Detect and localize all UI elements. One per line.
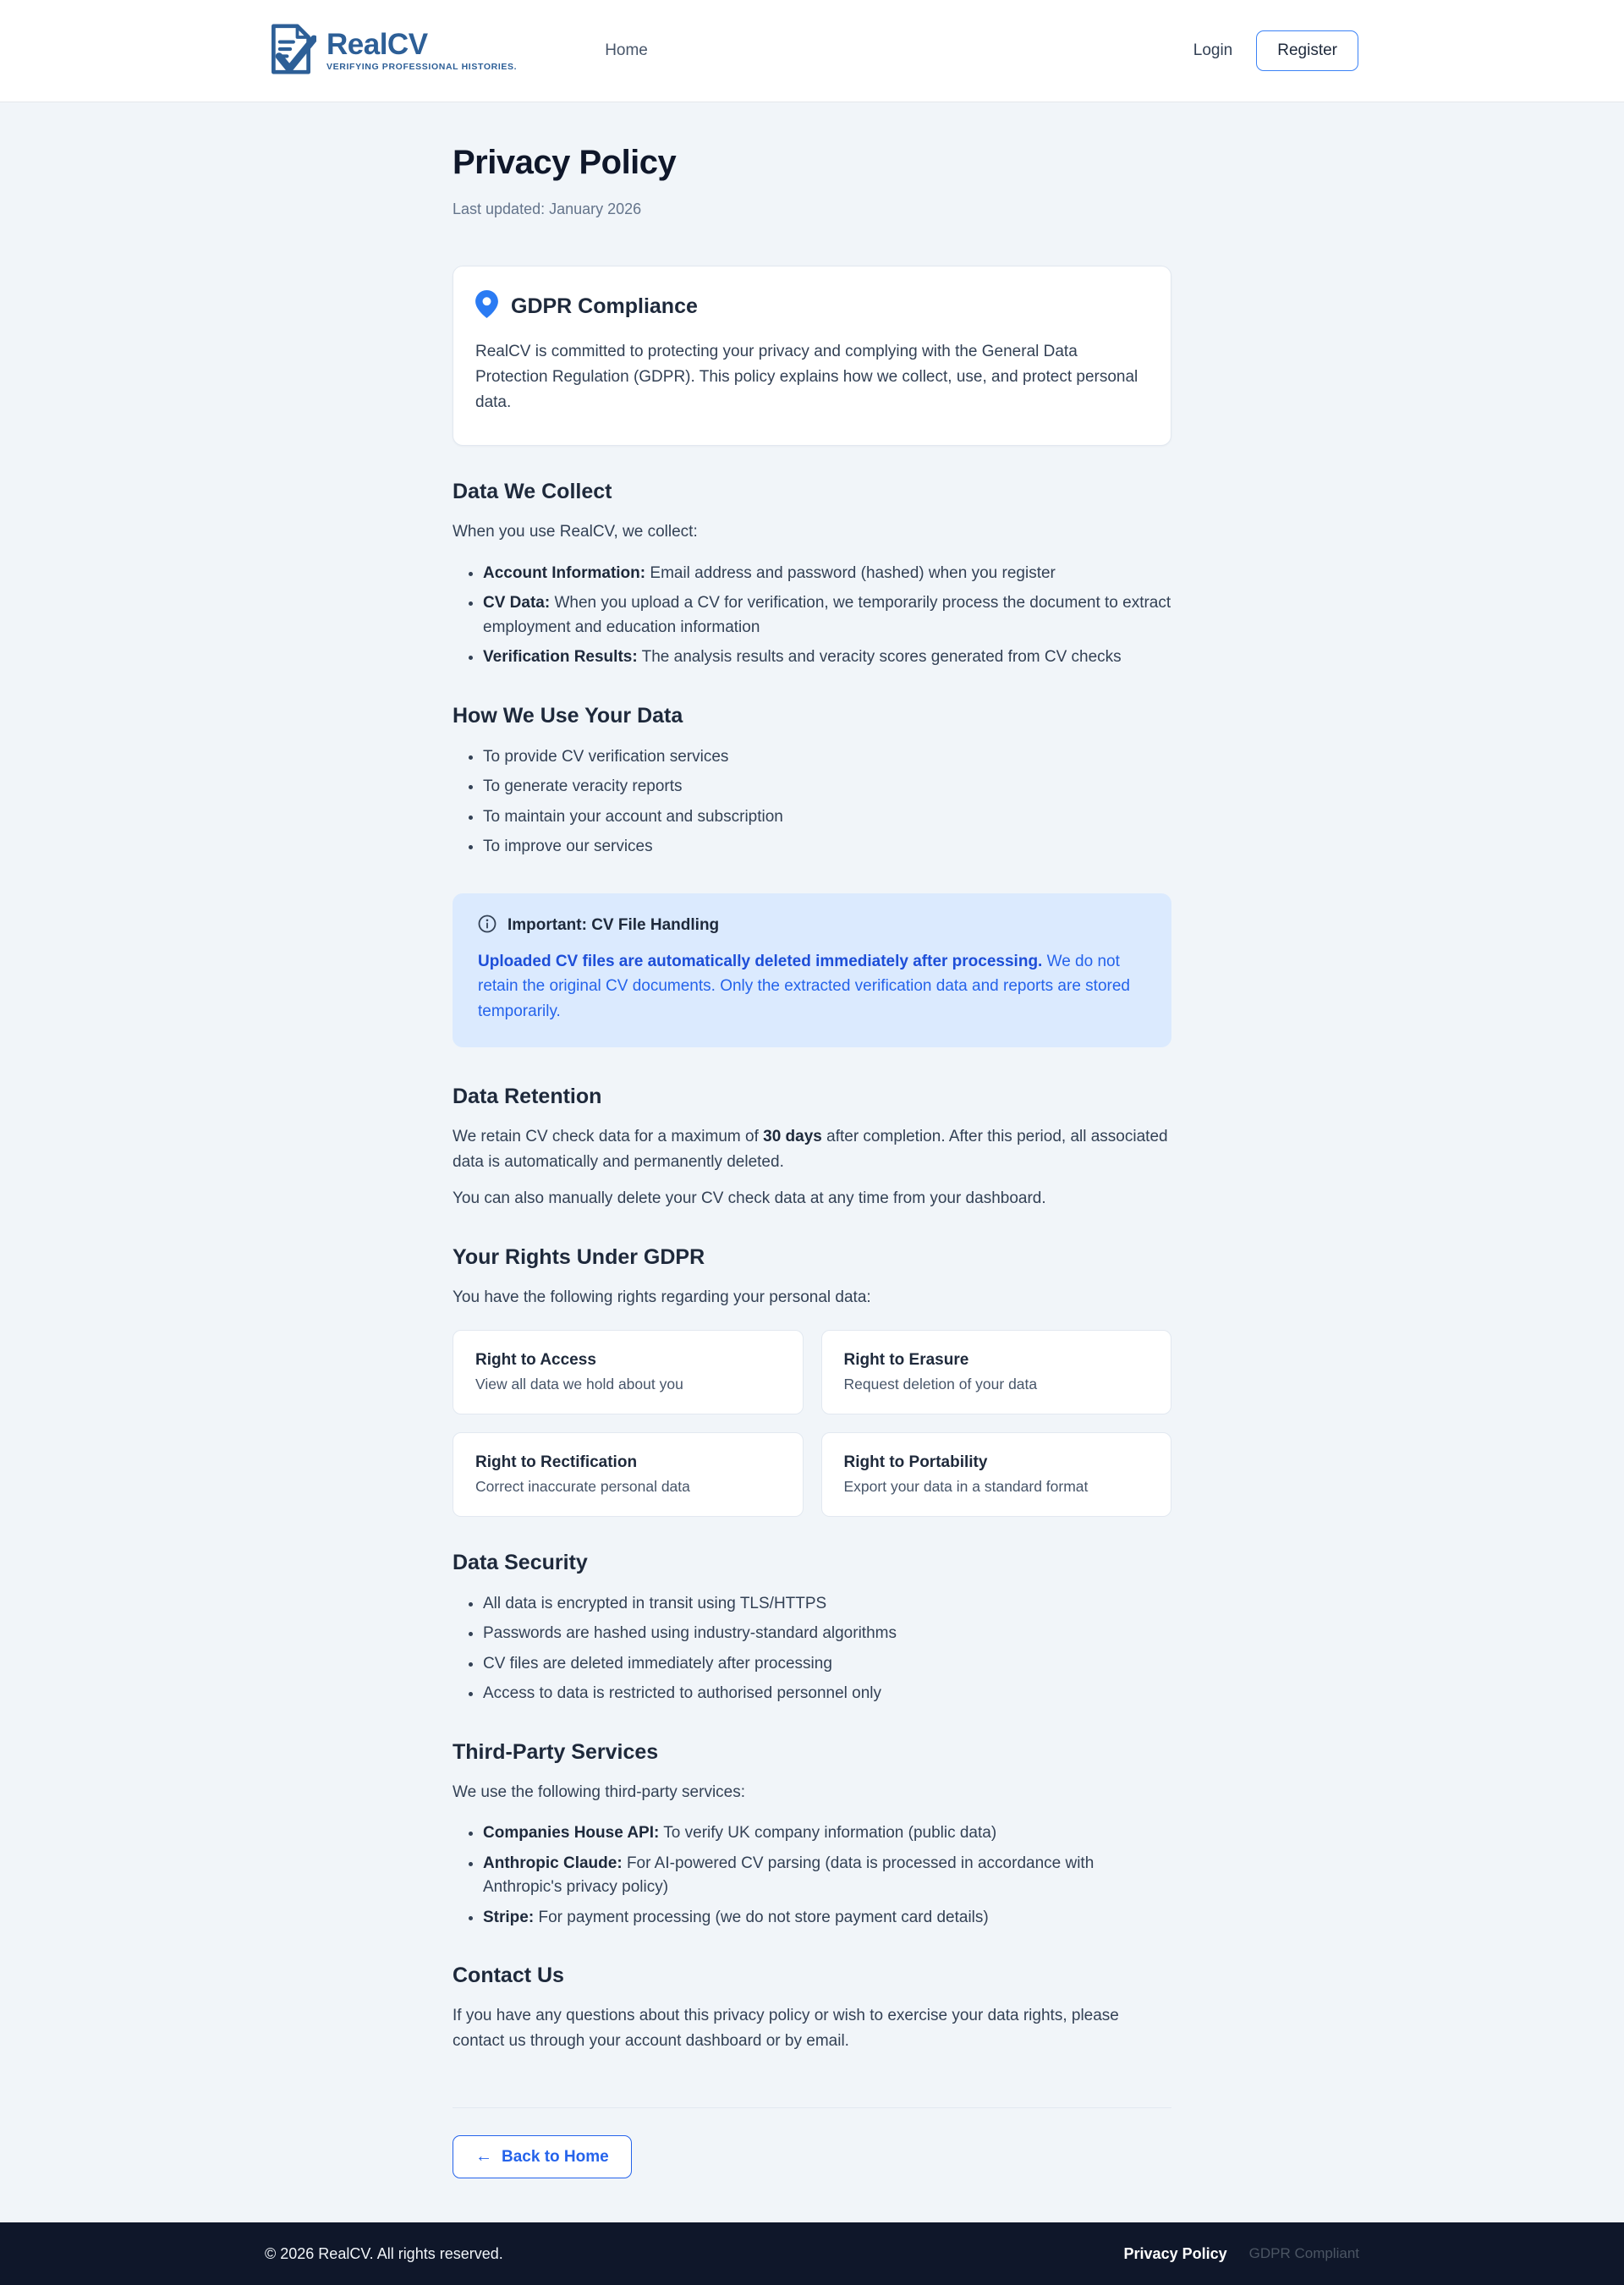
list-item: • To generate veracity reports <box>483 775 1171 799</box>
list-item: • To maintain your account and subscription <box>483 805 1171 830</box>
heading-data-security: Data Security <box>453 1550 588 1574</box>
heading-data-retention: Data Retention <box>453 1085 602 1109</box>
info-box-body: Uploaded CV files are automatically deleted immediately after processing. We do not retain the original CV documents. Only the extracted verification data and reports are stored temporarily. <box>478 952 1130 1020</box>
data-retention-paragraph-2: You can also manually delete your CV check data at any time from your dashboard. <box>453 1189 1046 1208</box>
register-button[interactable]: Register <box>1256 30 1358 71</box>
right-card-desc: Request deletion of your data <box>843 1375 1038 1392</box>
right-card-rectification <box>453 1432 804 1517</box>
data-security-list <box>453 1592 1171 1706</box>
info-circle-icon <box>478 915 497 937</box>
right-card-desc: Export your data in a standard format <box>843 1477 1089 1495</box>
how-we-use-list <box>453 745 1171 860</box>
map-pin-icon <box>475 290 498 322</box>
data-we-collect-list <box>453 562 1171 670</box>
right-card-access <box>453 1330 804 1414</box>
left-arrow-icon: ← <box>475 2147 492 2167</box>
contact-us-paragraph: If you have any questions about this privacy policy or wish to exercise your data rights, please contact us through your account dashboard or by email. <box>453 2007 1119 2050</box>
list-item: • Companies House API: To verify UK company information (public data) <box>483 1821 1171 1846</box>
gdpr-compliance-card <box>453 266 1171 446</box>
divider <box>453 2107 1171 2108</box>
heading-third-party: Third-Party Services <box>453 1739 659 1764</box>
main-nav <box>605 41 648 60</box>
rights-intro: You have the following rights regarding your personal data: <box>453 1288 871 1306</box>
third-party-list <box>453 1821 1171 1930</box>
back-to-home-button[interactable] <box>453 2135 632 2178</box>
site-header <box>0 0 1624 102</box>
list-item: • To provide CV verification services <box>483 745 1171 770</box>
right-card-erasure <box>821 1330 1172 1414</box>
brand-logo[interactable] <box>266 23 517 80</box>
list-item: • Stripe: For payment processing (we do not store payment card details) <box>483 1906 1171 1931</box>
right-card-title: Right to Rectification <box>475 1453 638 1471</box>
heading-rights: Your Rights Under GDPR <box>453 1244 705 1269</box>
heading-data-we-collect: Data We Collect <box>453 480 612 504</box>
data-we-collect-intro: When you use RealCV, we collect: <box>453 523 698 541</box>
third-party-intro: We use the following third-party services: <box>453 1782 746 1801</box>
cv-file-handling-info-box <box>453 893 1171 1047</box>
gdpr-compliant-badge: GDPR Compliant <box>1248 2245 1359 2262</box>
footer-container <box>265 2222 1359 2285</box>
data-retention-paragraph-1: We retain CV check data for a maximum of 30 days after completion. After this period, all associated data is automatically and permanently deleted. <box>453 1128 1168 1171</box>
rights-grid <box>453 1330 1171 1517</box>
page-title: Privacy Policy <box>453 144 677 181</box>
footer-right <box>1124 2245 1359 2263</box>
brand-name: RealCV <box>326 27 428 61</box>
gdpr-card-title: GDPR Compliance <box>511 294 698 318</box>
info-box-title: Important: CV File Handling <box>508 916 720 935</box>
back-to-home-label: Back to Home <box>502 2147 609 2166</box>
list-item: • Account Information: Email address and password (hashed) when you register <box>483 562 1171 586</box>
right-card-title: Right to Portability <box>843 1453 988 1471</box>
right-card-title: Right to Erasure <box>843 1350 969 1369</box>
brand-text <box>326 27 518 73</box>
right-card-desc: View all data we hold about you <box>475 1375 683 1392</box>
last-updated-text: Last updated: January 2026 <box>453 200 642 217</box>
login-link[interactable]: Login <box>1193 41 1233 59</box>
heading-how-we-use: How We Use Your Data <box>453 703 683 728</box>
nav-home-link[interactable]: Home <box>605 41 648 59</box>
header-actions <box>1193 30 1358 71</box>
list-item: • All data is encrypted in transit using TLS/HTTPS <box>483 1592 1171 1617</box>
heading-contact-us: Contact Us <box>453 1964 564 1988</box>
list-item: • Passwords are hashed using industry-standard algorithms <box>483 1622 1171 1646</box>
right-card-title: Right to Access <box>475 1350 596 1369</box>
right-card-desc: Correct inaccurate personal data <box>475 1477 690 1495</box>
gdpr-card-header <box>475 290 1149 322</box>
main-content <box>453 102 1171 2222</box>
document-check-icon <box>266 23 316 80</box>
footer-copyright: © 2026 RealCV. All rights reserved. <box>265 2244 503 2262</box>
brand-tagline: VERIFYING PROFESSIONAL HISTORIES. <box>326 62 518 73</box>
gdpr-card-body: RealCV is committed to protecting your privacy and complying with the General Data Protection Regulation (GDPR). This policy explains how we collect, use, and protect personal data. <box>475 343 1138 411</box>
footer-privacy-policy-link[interactable]: Privacy Policy <box>1123 2244 1227 2262</box>
list-item: • To improve our services <box>483 835 1171 860</box>
info-box-header <box>478 915 1146 937</box>
list-item: • Access to data is restricted to authorised personnel only <box>483 1682 1171 1706</box>
list-item: • CV files are deleted immediately after processing <box>483 1652 1171 1677</box>
right-card-portability <box>821 1432 1172 1517</box>
list-item: • Verification Results: The analysis results and veracity scores generated from CV checks <box>483 645 1171 670</box>
header-container <box>266 0 1358 102</box>
list-item: • Anthropic Claude: For AI-powered CV parsing (data is processed in accordance with Anthropic's privacy policy) <box>483 1852 1171 1900</box>
list-item: • CV Data: When you upload a CV for verification, we temporarily process the document to extract employment and education information <box>483 591 1171 640</box>
site-footer <box>0 2222 1624 2285</box>
